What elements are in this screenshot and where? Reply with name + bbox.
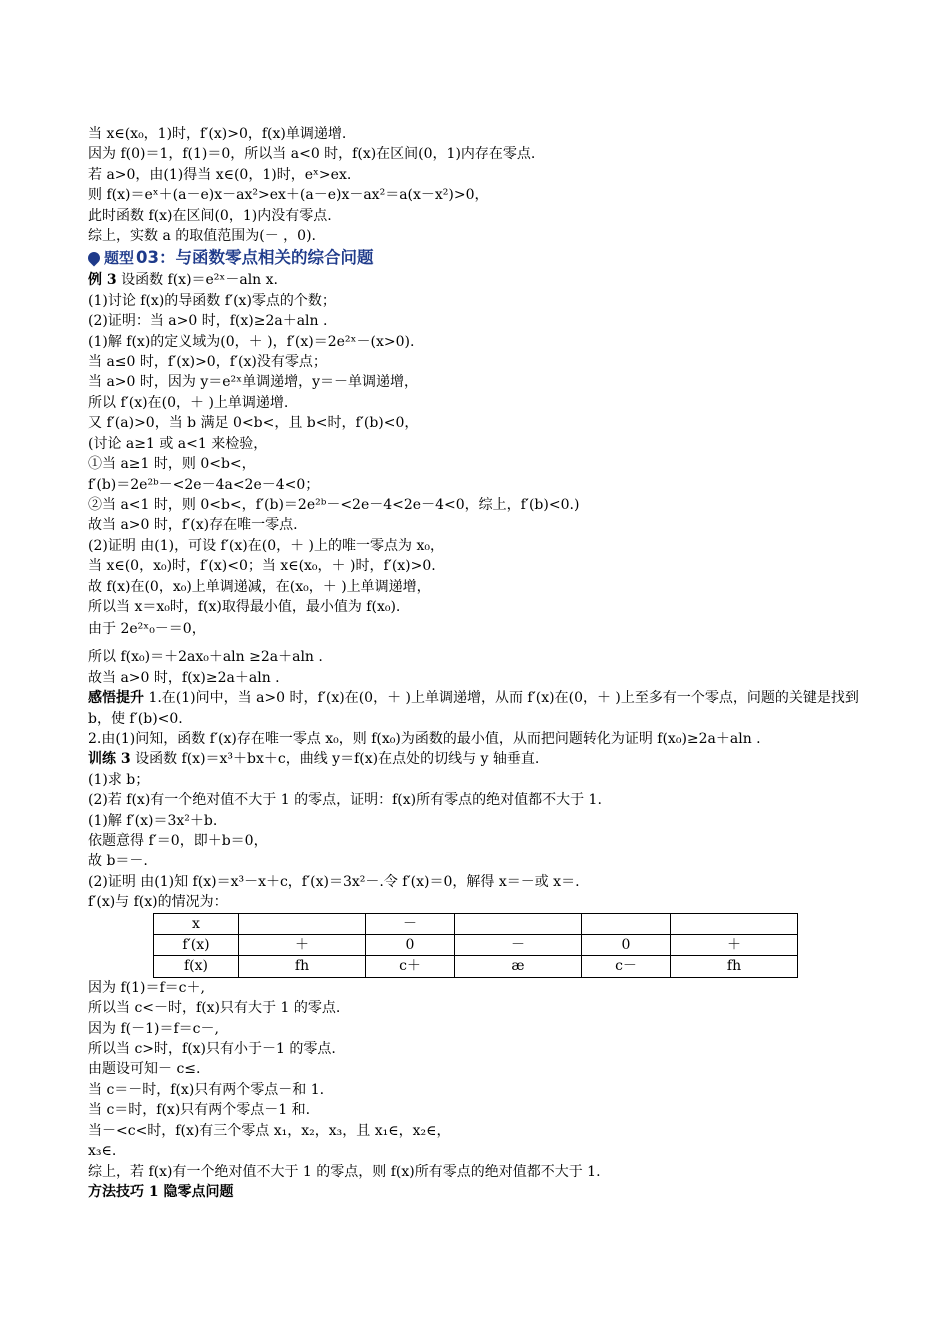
text-line: 所以 f′(x)在(0，＋ )上单调递增. bbox=[88, 394, 289, 411]
table-cell bbox=[239, 913, 366, 934]
text-line: 因为 f(－1)＝f＝c－, bbox=[88, 1020, 219, 1037]
text-line: 综上，若 f(x)有一个绝对值不大于 1 的零点，则 f(x)所有零点的绝对值都不大于 1. bbox=[88, 1163, 601, 1180]
method-heading bbox=[88, 1182, 868, 1202]
sign-table bbox=[153, 913, 798, 978]
insight-paragraph bbox=[88, 688, 868, 729]
text-line: 故当 a>0 时，f(x)≥2a＋aln . bbox=[88, 669, 280, 686]
table-cell: fh bbox=[671, 956, 798, 977]
text-line: (1)讨论 f(x)的导函数 f′(x)零点的个数； bbox=[88, 292, 336, 309]
table-cell bbox=[455, 913, 582, 934]
text-line: (1)解 f′(x)＝3x²＋b. bbox=[88, 812, 218, 829]
example-title bbox=[88, 270, 868, 290]
text-line: 故 f(x)在(0，x₀)上单调递减，在(x₀，＋ )上单调递增， bbox=[88, 578, 431, 595]
training-text: 设函数 f(x)＝x³＋bx＋c，曲线 y＝f(x)在点处的切线与 y 轴垂直. bbox=[130, 751, 540, 768]
text-line: 当 c＝－时，f(x)只有两个零点－和 1. bbox=[88, 1081, 325, 1098]
text-line: 所以 f(x₀)＝＋2ax₀＋aln ≥2a＋aln . bbox=[88, 649, 323, 666]
table-cell: fh bbox=[239, 956, 366, 977]
training-title bbox=[88, 749, 868, 769]
table-row bbox=[154, 935, 798, 956]
text-line: 当 c＝时，f(x)只有两个零点－1 和. bbox=[88, 1102, 311, 1119]
location-pin-icon bbox=[86, 250, 103, 267]
text-line: ②当 a<1 时，则 0<b<，f′(b)＝2e²ᵇ－<2e－4<2e－4<0，综上，f′(b)<0.) bbox=[88, 496, 580, 513]
table-cell bbox=[671, 913, 798, 934]
table-cell: 0 bbox=[366, 935, 455, 956]
text-line: (2)证明：当 a>0 时，f(x)≥2a＋aln . bbox=[88, 313, 328, 330]
text-line: 若 a>0，由(1)得当 x∈(0，1)时，eˣ>ex. bbox=[88, 166, 352, 183]
insight-text-1: 1.在(1)问中，当 a>0 时，f′(x)在(0，＋ )上单调递增，从而 f′(x)在(0，＋ )上至多有一个零点，问题的关键是找到 b，使 f′(b)<0. bbox=[88, 690, 859, 727]
text-line: x₃∈. bbox=[88, 1143, 117, 1160]
heading-title: 03：与函数零点相关的综合问题 bbox=[136, 248, 374, 268]
text-line: 当 x∈(0，x₀)时，f′(x)<0；当 x∈(x₀，＋ )时，f′(x)>0. bbox=[88, 558, 436, 575]
table-cell: － bbox=[366, 913, 455, 934]
text-line: (2)证明 由(1)知 f(x)＝x³－x＋c，f′(x)＝3x²－.令 f′(x)＝0，解得 x＝－或 x＝. bbox=[88, 873, 580, 890]
text-line: 综上，实数 a 的取值范围为(－ ，0). bbox=[88, 228, 316, 245]
text-line: 因为 f(0)＝1，f(1)＝0，所以当 a<0 时，f(x)在区间(0，1)内存在零点. bbox=[88, 146, 536, 163]
text-line: 故 b＝－. bbox=[88, 853, 148, 870]
text-line: 依题意得 f′＝0，即＋b＝0， bbox=[88, 833, 268, 849]
text-line: 故当 a>0 时，f′(x)存在唯一零点. bbox=[88, 517, 298, 534]
table-cell: f(x) bbox=[154, 956, 239, 977]
text-line: (1)解 f(x)的定义域为(0，＋ )，f′(x)＝2e²ˣ－(x>0). bbox=[88, 333, 415, 350]
text-line: 所以当 x＝x₀时，f(x)取得最小值，最小值为 f(x₀). bbox=[88, 598, 401, 615]
training-label: 训练 3 bbox=[88, 751, 131, 768]
example-text: 设函数 f(x)＝e²ˣ－aln x. bbox=[116, 272, 278, 289]
equation-line: 由于 2e²ˣ₀－＝0， bbox=[88, 621, 206, 638]
text-line: 则 f(x)＝eˣ＋(a－e)x－ax²>ex＋(a－e)x－ax²＝a(x－x²)>0， bbox=[88, 187, 489, 204]
insight-text-2: 2.由(1)问知，函数 f′(x)存在唯一零点 x₀，则 f(x₀)为函数的最小值，从而把问题转化为证明 f(x₀)≥2a＋aln . bbox=[88, 730, 761, 747]
document-body bbox=[88, 124, 868, 1202]
text-line: (讨论 a≥1 或 a<1 来检验， bbox=[88, 435, 268, 452]
table-cell: c－ bbox=[582, 956, 671, 977]
text-line: (2)证明 由(1)，可设 f′(x)在(0，＋ )上的唯一零点为 x₀， bbox=[88, 537, 444, 554]
section-heading bbox=[88, 246, 868, 270]
method-heading-text: 方法技巧 1 隐零点问题 bbox=[88, 1183, 234, 1200]
text-line: 所以当 c>时，f(x)只有小于－1 的零点. bbox=[88, 1041, 336, 1058]
text-line: 因为 f(1)＝f＝c＋, bbox=[88, 979, 205, 996]
table-cell: － bbox=[455, 935, 582, 956]
text-line: 当 a≤0 时，f′(x)>0，f′(x)没有零点； bbox=[88, 354, 327, 371]
table-cell: ＋ bbox=[239, 935, 366, 956]
text-line: 此时函数 f(x)在区间(0，1)内没有零点. bbox=[88, 207, 332, 224]
table-cell: x bbox=[154, 913, 239, 934]
text-line: (1)求 b； bbox=[88, 771, 150, 788]
text-line: f′(b)＝2e²ᵇ－<2e－4a<2e－4<0； bbox=[88, 476, 320, 493]
table-cell: f′(x) bbox=[154, 935, 239, 956]
table-row bbox=[154, 956, 798, 977]
text-line: 所以当 c<－时，f(x)只有大于 1 的零点. bbox=[88, 1000, 341, 1017]
example-label: 例 3 bbox=[88, 272, 117, 289]
table-row bbox=[154, 913, 798, 934]
text-line: 当－<c<时，f(x)有三个零点 x₁，x₂，x₃，且 x₁∈，x₂∈， bbox=[88, 1122, 451, 1139]
insight-label: 感悟提升 bbox=[88, 690, 144, 707]
text-line: f′(x)与 f(x)的情况为： bbox=[88, 894, 228, 911]
text-line: ①当 a≥1 时，则 0<b<， bbox=[88, 456, 256, 473]
text-line: 又 f′(a)>0，当 b 满足 0<b<，且 b<时，f′(b)<0， bbox=[88, 415, 419, 432]
table-cell: ＋ bbox=[671, 935, 798, 956]
text-line: 由题设可知－ c≤. bbox=[88, 1061, 201, 1078]
heading-tag: 题型 bbox=[104, 249, 135, 268]
text-line: 当 a>0 时，因为 y＝e²ˣ单调递增，y＝－单调递增， bbox=[88, 374, 418, 391]
table-cell: æ bbox=[455, 956, 582, 977]
text-line: (2)若 f(x)有一个绝对值不大于 1 的零点，证明：f(x)所有零点的绝对值都不大于 1. bbox=[88, 792, 602, 809]
table-cell: c＋ bbox=[366, 956, 455, 977]
table-cell: 0 bbox=[582, 935, 671, 956]
table-cell bbox=[582, 913, 671, 934]
text-line: 当 x∈(x₀，1)时，f′(x)>0，f(x)单调递增. bbox=[88, 126, 347, 142]
